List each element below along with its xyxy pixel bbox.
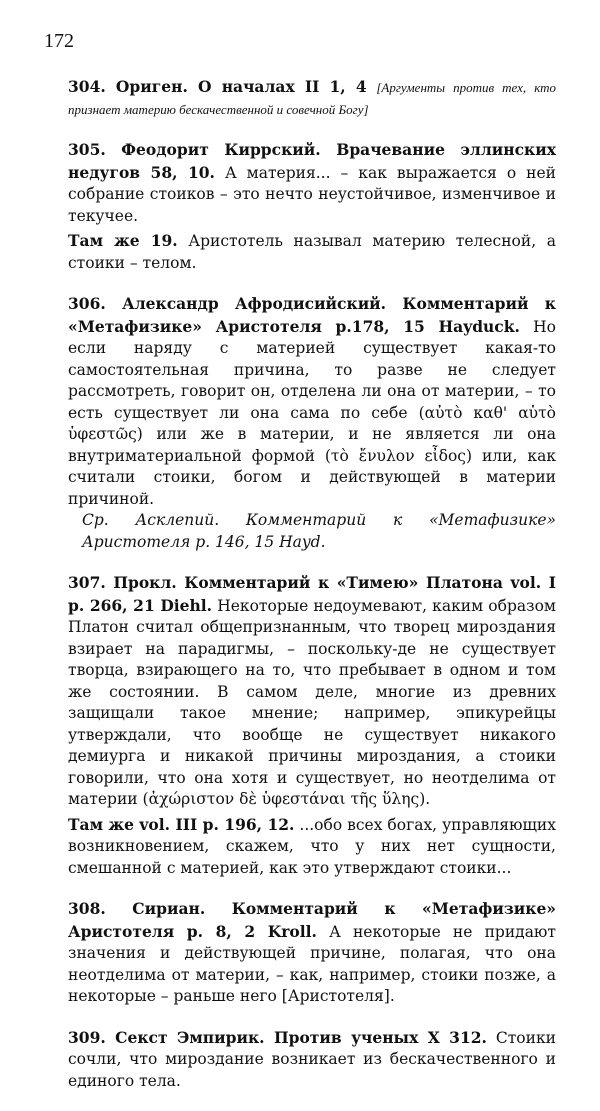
entry-309 xyxy=(68,1027,556,1093)
entry-text xyxy=(68,1027,556,1093)
entry-304 xyxy=(68,76,556,120)
entry-body: Некоторые недоумевают, каким образом Платон считал общепризнанным, что творец мироздания взирает на парадигмы, – поскольку-де не существует творца, взирающего на то, что пребывает в одном и том же состоянии. В самом деле, многие из древних защищали такое мнение; например, эпикурейцы утверждали, что вообще не существует никакого демиурга и никакой причины мироздания, а стоики говорили, что она хотя и существует, но неотделима от материи (ἀχώριστον δὲ ὑφεστάναι τῆς ὕλης). xyxy=(68,596,556,808)
entry-text xyxy=(68,139,556,227)
entry-heading: 309. Секст Эмпирик. Против ученых X 312. xyxy=(68,1027,487,1047)
entry-note: Ср. Асклепий. Комментарий к «Метафизике» Аристотеля p. 146, 15 Hayd. xyxy=(82,511,556,551)
page-number: 172 xyxy=(44,30,74,52)
entry-body: Но если наряду с материей существует какая-то самостоятельная причина, то разве не следует рассмотреть, говорит он, отделена ли она от материи, – то есть существует ли она сама по себе (αὐτὸ καθ' αὑτὸ ὑφεστῶς) или же в материи, и не является ли она внутриматериальной формой (τὸ ἔνυλον εἶδος) или, как считали стоики, богом и действующей в материи причиной. xyxy=(68,317,556,508)
entry-305 xyxy=(68,139,556,274)
entry-body: А материя... – как выражается о ней собрание стоиков – это нечто неустойчивое, изменчивое и текучее. xyxy=(68,163,556,225)
entry-heading: 307. Прокл. Комментарий к «Тимею» Платона vol. I p. 266, 21 Diehl. xyxy=(68,573,556,615)
page-body xyxy=(68,76,556,1111)
entry-body: Стоики сочли, что мироздание возникает из бескачественного и единого тела. xyxy=(68,1028,556,1090)
entry-307 xyxy=(68,572,556,879)
entry-308 xyxy=(68,898,556,1008)
entry-subbody: ...обо всех богах, управляющих возникновением, скажем, что у них нет сущности, смешанной с материей, как это утверждают стоики... xyxy=(68,815,557,877)
entry-subheading: Там же vol. III p. 196, 12. xyxy=(68,814,295,834)
entry-body: [Аргументы против тех, кто признает материю бескачественной и совечной Богу] xyxy=(68,80,556,117)
entry-subheading: Там же 19. xyxy=(68,231,178,250)
entry-text xyxy=(68,898,556,1008)
entry-heading: 308. Сириан. Комментарий к «Метафизике» Аристотеля p. 8, 2 Kroll. xyxy=(68,899,556,941)
entry-heading: 305. Феодорит Киррский. Врачевание эллинских недугов 58, 10. xyxy=(68,140,556,182)
entry-text xyxy=(68,76,556,120)
entry-306 xyxy=(68,293,556,553)
entry-text xyxy=(68,293,556,510)
entry-text xyxy=(68,572,556,811)
entry-continuation xyxy=(68,230,556,274)
entry-continuation xyxy=(68,814,556,880)
entry-body: А некоторые не придают значения и действующей причине, полагая, что она неотделима от материи, – как, например, стоики позже, а некоторые – раньше него [Аристотеля]. xyxy=(68,922,557,1005)
entry-subbody: Аристотель называл материю телесной, а стоики – телом. xyxy=(68,232,556,272)
entry-heading: 306. Александр Афродисийский. Комментарий к «Метафизике» Аристотеля p.178, 15 Hayduck. xyxy=(68,294,556,336)
entry-heading: 304. Ориген. О началах II 1, 4 xyxy=(68,77,367,96)
